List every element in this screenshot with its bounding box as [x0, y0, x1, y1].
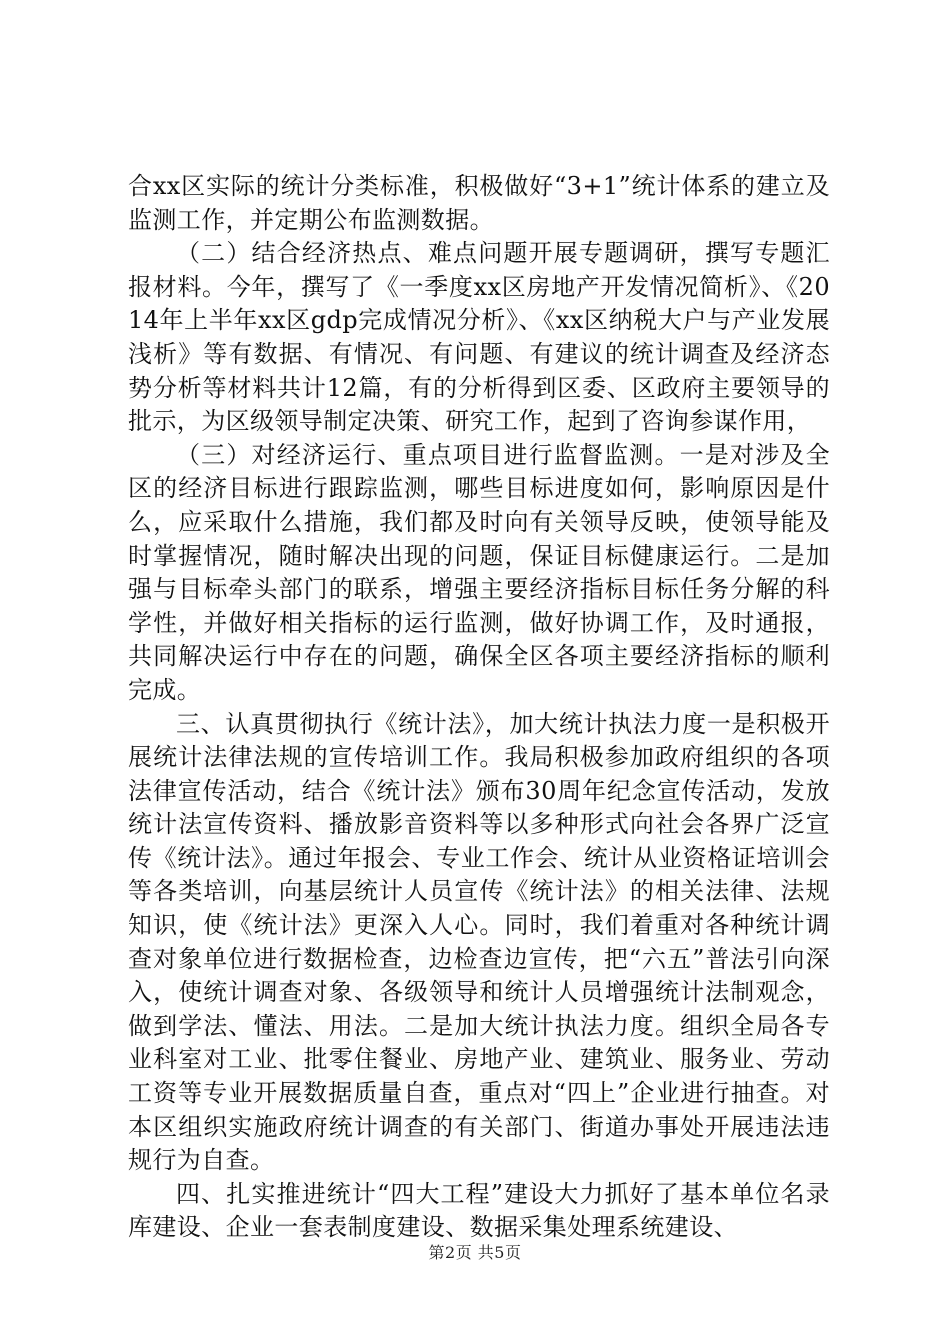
paragraph-heading-four: 四、扎实推进统计“四大工程”建设大力抓好了基本单位名录库建设、企业一套表制度建设、数据采集处理系统建设、	[128, 1179, 830, 1242]
document-body	[128, 170, 830, 1245]
paragraph-section-2: （二）结合经济热点、难点问题开展专题调研，撰写专题汇报材料。今年，撰写了《一季度xx区房地产开发情况简析》、《2014年上半年xx区gdp完成情况分析》、《xx区纳税大户与产业发展浅析》等有数据、有情况、有问题、有建议的统计调查及经济态势分析等材料共计12篇，有的分析得到区委、区政府主要领导的批示，为区级领导制定决策、研究工作，起到了咨询参谋作用，	[128, 239, 830, 436]
paragraph-section-3: （三）对经济运行、重点项目进行监督监测。一是对涉及全区的经济目标进行跟踪监测，哪些目标进度如何，影响原因是什么，应采取什么措施，我们都及时向有关领导反映，使领导能及时掌握情况，随时解决出现的问题，保证目标健康运行。二是加强与目标牵头部门的联系，增强主要经济指标目标任务分解的科学性，并做好相关指标的运行监测，做好协调工作，及时通报，共同解决运行中存在的问题，确保全区各项主要经济指标的顺利完成。	[128, 440, 830, 704]
paragraph-continuation: 合xx区实际的统计分类标准，积极做好“3+1”统计体系的建立及监测工作，并定期公布监测数据。	[128, 172, 830, 234]
paragraph-heading-three: 三、认真贯彻执行《统计法》，加大统计执法力度一是积极开展统计法律法规的宣传培训工作。我局积极参加政府组织的各项法律宣传活动，结合《统计法》颁布30周年纪念宣传活动，发放统计法宣传资料、播放影音资料等以多种形式向社会各界广泛宣传《统计法》。通过年报会、专业工作会、统计从业资格证培训会等各类培训，向基层统计人员宣传《统计法》的相关法律、法规知识，使《统计法》更深入人心。同时，我们着重对各种统计调查对象单位进行数据检查，边检查边宣传，把“六五”普法引向深入，使统计调查对象、各级领导和统计人员增强统计法制观念，做到学法、懂法、用法。二是加大统计执法力度。组织全局各专业科室对工业、批零住餐业、房地产业、建筑业、服务业、劳动工资等专业开展数据质量自查，重点对“四上”企业进行抽查。对本区组织实施政府统计调查的有关部门、街道办事处开展违法违规行为自查。	[128, 709, 830, 1175]
page-number-footer: 第2页 共5页	[428, 1243, 522, 1262]
